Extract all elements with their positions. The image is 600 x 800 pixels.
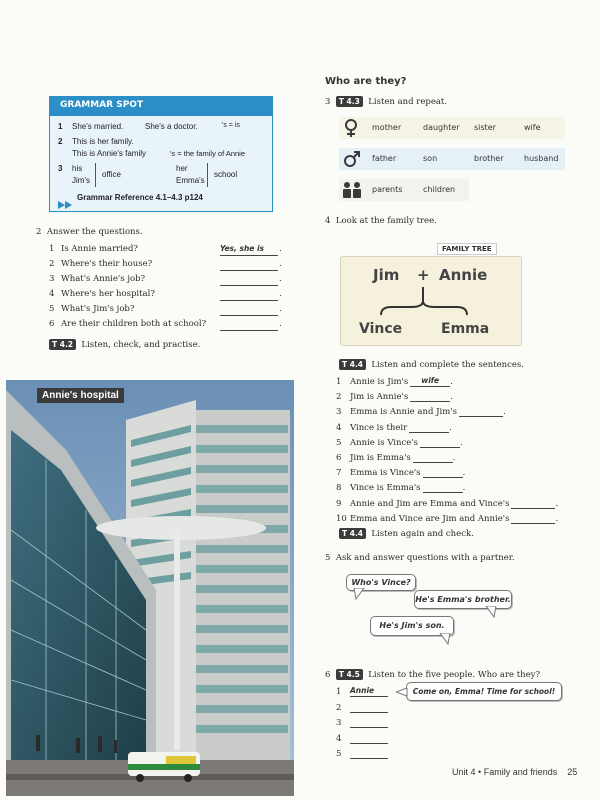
- vocab-word: husband: [524, 154, 559, 163]
- tree-person: Vince: [359, 321, 403, 337]
- footer-topic: Family and friends: [483, 767, 558, 777]
- tree-person: Annie: [439, 266, 488, 284]
- answer-row: [336, 733, 388, 744]
- sentence-row: [336, 376, 453, 387]
- item-number: 3: [336, 718, 342, 728]
- question-row: [49, 259, 152, 269]
- tree-person: Emma: [441, 321, 490, 337]
- answer-text: wife: [421, 376, 440, 385]
- track-badge[interactable]: T 4.4: [339, 528, 366, 539]
- speech-bubble: Come on, Emma! Time for school!: [406, 682, 562, 701]
- vocab-word: son: [423, 154, 438, 163]
- question-row: [49, 274, 145, 284]
- sentence-period: .: [449, 422, 452, 433]
- sentence-row: [336, 513, 558, 524]
- sentence-period: .: [279, 319, 282, 329]
- vocab-word: mother: [372, 123, 402, 132]
- grammar-example: school: [214, 170, 238, 179]
- answer-field[interactable]: [220, 289, 278, 301]
- bubble-tail: [484, 606, 498, 618]
- sentence-number: 7: [336, 468, 342, 479]
- answer-text: Annie: [350, 686, 375, 695]
- family-tree-label: FAMILY TREE: [437, 243, 497, 255]
- sentence-number: 5: [336, 437, 342, 448]
- sentence-text: Jim is Emma's: [350, 453, 411, 463]
- double-arrow-right-icon: [58, 194, 74, 213]
- sentence-period: .: [555, 498, 559, 509]
- sentence-row: [336, 482, 465, 493]
- sentence-number: 3: [336, 407, 342, 418]
- grammar-row-number: 1: [58, 122, 63, 131]
- vocab-word: parents: [372, 185, 403, 194]
- sentence-period: .: [462, 468, 466, 479]
- bracket-divider: [207, 163, 208, 187]
- grammar-example: This is her family.: [72, 137, 134, 146]
- sentence-period: .: [279, 259, 282, 269]
- sentence-period: .: [450, 392, 453, 403]
- grammar-example: his: [72, 164, 83, 173]
- grammar-row-number: 2: [58, 137, 63, 146]
- section-title: Who are they?: [325, 76, 407, 87]
- question-row: [49, 304, 134, 314]
- sentence-row: [336, 498, 558, 509]
- sentence-period: .: [460, 437, 463, 448]
- exercise-number: 5: [325, 553, 331, 563]
- exercise-6-heading: [325, 669, 540, 680]
- sentence-period: .: [452, 453, 456, 463]
- answer-field[interactable]: [220, 274, 278, 286]
- answer-field[interactable]: [220, 319, 278, 331]
- question-number: 1: [49, 244, 55, 254]
- vocab-word: wife: [524, 123, 541, 132]
- answer-row: [336, 702, 388, 713]
- sentence-period: .: [462, 483, 466, 494]
- photo-caption: Annie's hospital: [37, 388, 124, 403]
- sentence-text: Jim is Annie's: [350, 392, 409, 403]
- grammar-rule: 's = is: [222, 122, 240, 129]
- answer-row: [336, 717, 388, 728]
- grammar-reference-link[interactable]: Grammar Reference 4.1–4.3 p124: [77, 193, 203, 202]
- answer-blank[interactable]: [350, 686, 388, 697]
- answer-blank[interactable]: [350, 717, 388, 728]
- answer-blank[interactable]: [350, 733, 388, 744]
- sentence-number: 1: [336, 377, 342, 387]
- exercise-2-listen-row: [49, 339, 200, 350]
- sentence-number: 6: [336, 453, 342, 463]
- sentence-period: .: [279, 244, 282, 254]
- page-number: 25: [567, 767, 578, 777]
- grammar-spot-box: [49, 96, 273, 212]
- answer-blank[interactable]: [459, 406, 503, 417]
- question-number: 3: [49, 274, 55, 284]
- bubble-tail: [352, 588, 366, 600]
- speech-bubble: He's Emma's brother.: [414, 590, 512, 609]
- question-text: Where's their house?: [61, 259, 153, 269]
- bracket-divider: [95, 163, 96, 187]
- listen-instruction: Listen to the five people. Who are they?: [368, 670, 541, 680]
- answer-field[interactable]: [220, 304, 278, 316]
- answer-blank[interactable]: [423, 467, 463, 478]
- grammar-example: her: [176, 164, 188, 173]
- question-text: Where's her hospital?: [61, 289, 155, 299]
- vocab-word: children: [423, 185, 456, 194]
- sentence-row: [336, 422, 452, 433]
- sentence-text: Emma and Vince are Jim and Annie's: [350, 513, 510, 524]
- listen-instruction: Listen again and check.: [371, 529, 474, 539]
- item-number: 1: [336, 687, 342, 697]
- answer-field[interactable]: [220, 259, 278, 271]
- sentence-number: 4: [336, 422, 342, 433]
- question-row: [49, 319, 206, 329]
- answer-blank[interactable]: [511, 513, 555, 524]
- exercise-5-heading: [325, 553, 515, 563]
- track-badge[interactable]: T 4.5: [336, 669, 363, 680]
- question-number: 6: [49, 319, 55, 329]
- footer-unit: Unit 4: [452, 767, 476, 777]
- question-text: What's Annie's job?: [61, 274, 146, 284]
- grammar-spot-title: GRAMMAR SPOT: [50, 97, 272, 116]
- question-text: Is Annie married?: [61, 244, 138, 254]
- bubble-tail: [438, 633, 452, 645]
- sentence-row: [336, 391, 453, 402]
- speech-bubble: He's Jim's son.: [370, 616, 454, 636]
- exercise-instruction: Look at the family tree.: [335, 216, 437, 226]
- vocab-word: sister: [474, 123, 496, 132]
- answer-blank[interactable]: [413, 452, 453, 463]
- sentence-row: [336, 437, 463, 448]
- track-badge[interactable]: T 4.3: [336, 96, 363, 107]
- plural-words-row: [339, 179, 469, 201]
- answer-blank[interactable]: [410, 376, 450, 387]
- sentence-row: [336, 452, 455, 463]
- sentence-row: [336, 406, 506, 417]
- answer-blank[interactable]: [420, 437, 460, 448]
- bubble-tail: [396, 688, 408, 698]
- grammar-example: Emma's: [176, 176, 205, 185]
- exercise-4-listen-row: [339, 359, 524, 370]
- exercise-number: 2: [36, 227, 42, 237]
- sentence-period: .: [503, 407, 506, 418]
- track-badge[interactable]: T 4.2: [49, 339, 76, 350]
- sentence-text: Annie is Jim's: [350, 377, 409, 387]
- female-words-row: [339, 117, 565, 139]
- page-footer: [452, 767, 577, 777]
- answer-blank[interactable]: [410, 391, 450, 402]
- answer-blank[interactable]: [423, 482, 463, 493]
- sentence-period: .: [279, 304, 282, 314]
- sentence-period: .: [555, 513, 559, 524]
- exercise-3-heading: [325, 96, 447, 107]
- sentence-period: .: [279, 289, 282, 299]
- male-symbol-icon: [343, 149, 361, 173]
- exercise-2-heading: [36, 227, 143, 237]
- sentence-text: Annie and Jim are Emma and Vince's: [350, 498, 510, 509]
- exercise-number: 3: [325, 97, 331, 107]
- item-number: 2: [336, 702, 342, 713]
- sentence-row: [336, 467, 465, 478]
- sentence-number: 10: [336, 513, 347, 524]
- sentence-number: 9: [336, 498, 342, 509]
- question-number: 5: [49, 304, 55, 314]
- speech-bubble: Who's Vince?: [346, 574, 416, 591]
- sentence-text: Annie is Vince's: [350, 437, 418, 448]
- exercise-instruction: Answer the questions.: [46, 227, 143, 237]
- exercise-instruction: Ask and answer questions with a partner.: [335, 553, 515, 563]
- sentence-period: .: [279, 274, 282, 284]
- male-words-row: [339, 148, 565, 170]
- hospital-photo: [6, 380, 294, 796]
- question-row: [49, 289, 155, 299]
- vocab-word: father: [372, 154, 397, 163]
- people-pair-icon: [342, 181, 362, 203]
- answer-text: Yes, she is: [220, 244, 265, 253]
- answer-blank[interactable]: [511, 498, 555, 509]
- question-row: [49, 244, 138, 254]
- grammar-example: She's a doctor.: [145, 122, 198, 131]
- listen-instruction: Listen, check, and practise.: [81, 340, 201, 350]
- item-number: 5: [336, 749, 342, 759]
- tree-plus: +: [417, 266, 430, 284]
- footer-separator: •: [478, 767, 482, 777]
- answer-row: [336, 686, 388, 697]
- exercise-4-check-row: [339, 528, 474, 539]
- sentence-number: 2: [336, 392, 342, 403]
- sentence-text: Vince is their: [350, 422, 408, 433]
- sentence-text: Emma is Vince's: [350, 468, 421, 479]
- grammar-row-number: 3: [58, 164, 63, 173]
- family-tree-box: [340, 245, 522, 346]
- sentence-text: Emma is Annie and Jim's: [350, 407, 457, 418]
- answer-field[interactable]: [220, 244, 278, 256]
- listen-instruction: Listen and repeat.: [368, 97, 448, 107]
- grammar-example: office: [102, 170, 121, 179]
- vocab-word: daughter: [423, 123, 460, 132]
- grammar-example: Jim's: [72, 176, 90, 185]
- answer-blank[interactable]: [409, 422, 449, 433]
- grammar-rule: 's = the family of Annie: [170, 149, 246, 158]
- answer-row: [336, 748, 388, 759]
- tree-person: Jim: [373, 266, 400, 284]
- sentence-number: 8: [336, 483, 342, 494]
- item-number: 4: [336, 733, 342, 744]
- question-number: 4: [49, 289, 55, 299]
- exercise-4-heading: [325, 216, 437, 226]
- female-symbol-icon: [343, 118, 359, 142]
- exercise-number: 6: [325, 670, 331, 680]
- question-text: What's Jim's job?: [61, 304, 135, 314]
- grammar-example: This is Annie's family: [72, 149, 146, 158]
- track-badge[interactable]: T 4.4: [339, 359, 366, 370]
- question-number: 2: [49, 259, 55, 269]
- vocab-word: brother: [474, 154, 504, 163]
- answer-blank[interactable]: [350, 748, 388, 759]
- exercise-number: 4: [325, 216, 331, 226]
- grammar-example: She's married.: [72, 122, 124, 131]
- answer-blank[interactable]: [350, 702, 388, 713]
- sentence-text: Vince is Emma's: [350, 483, 421, 494]
- question-text: Are their children both at school?: [61, 319, 207, 329]
- listen-instruction: Listen and complete the sentences.: [371, 360, 524, 370]
- sentence-period: .: [450, 377, 453, 387]
